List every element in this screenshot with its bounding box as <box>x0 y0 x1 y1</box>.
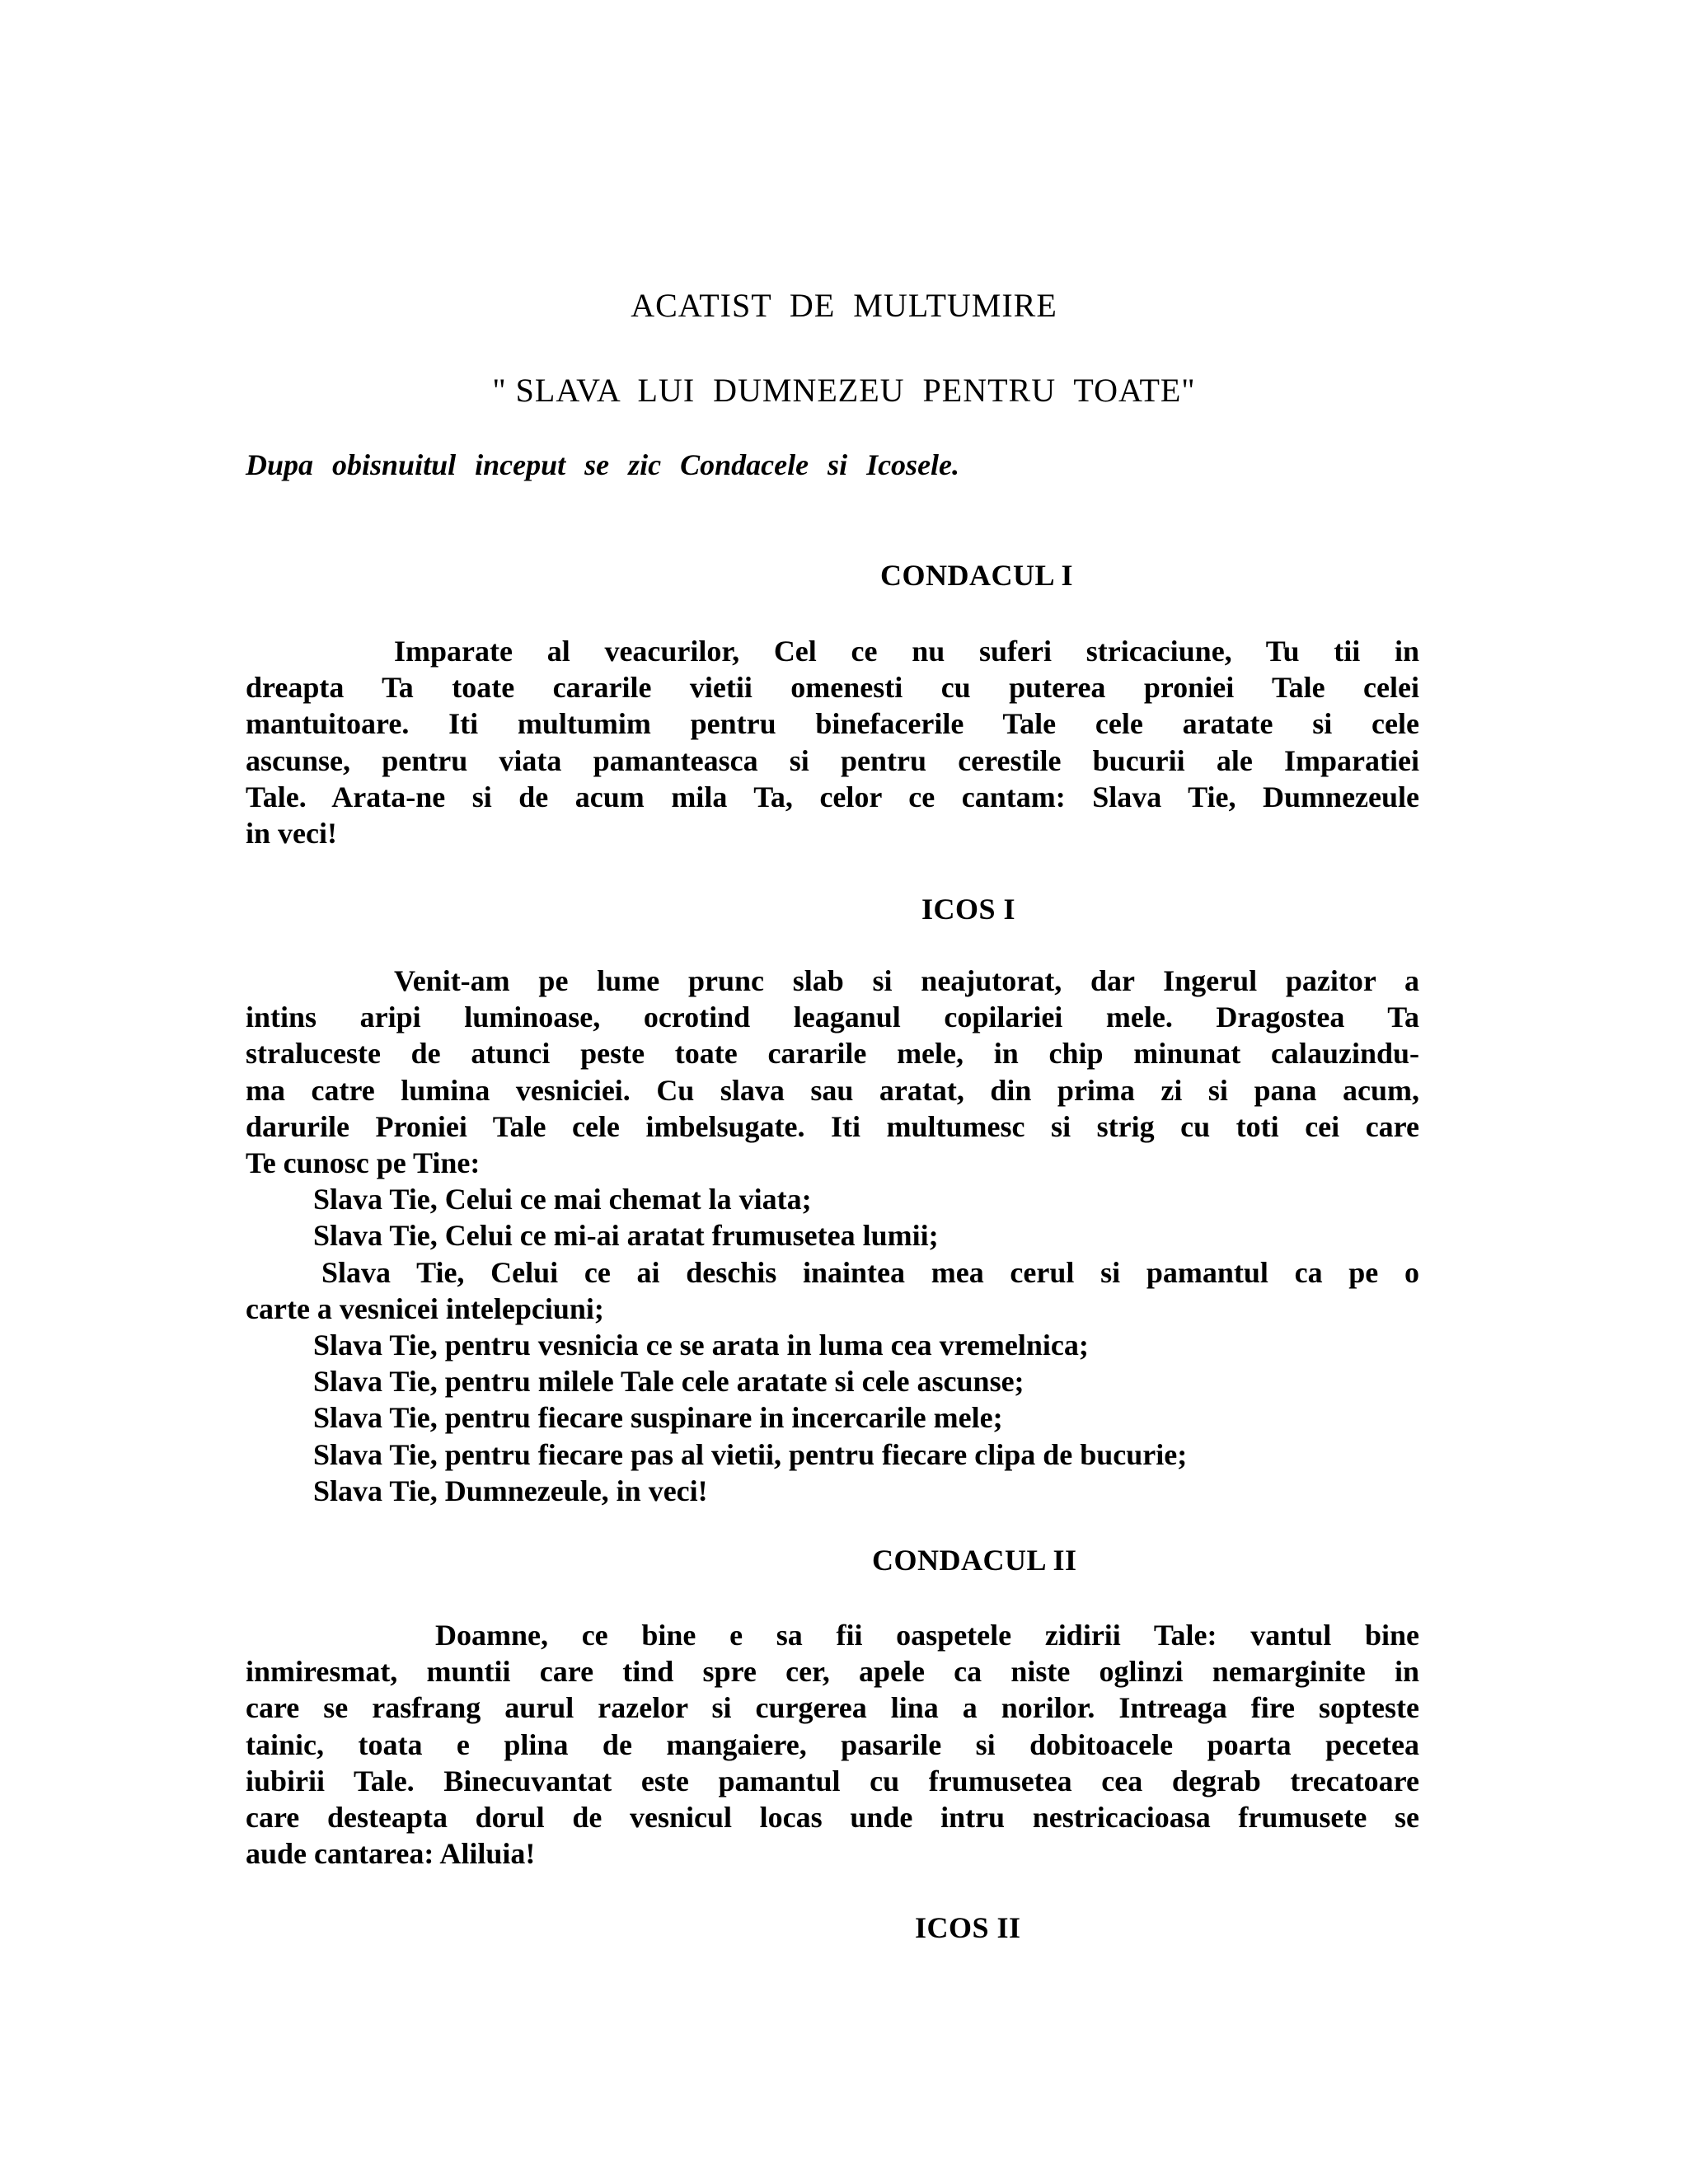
text-line: darurile Proniei Tale cele imbelsugate. Iti multumesc si strig cu toti cei care <box>246 1109 1419 1143</box>
instruction-text: Dupa obisnuitul inceput se zic Condacele si Icosele. <box>246 448 960 481</box>
heading-condacul-2: CONDACUL II <box>872 1544 1077 1577</box>
praise-line: Slava Tie, pentru milele Tale cele aratate si cele ascunse; <box>313 1365 1025 1399</box>
text-line: iubirii Tale. Binecuvantat este pamantul cu frumusetea cea degrab trecatoare <box>246 1764 1419 1797</box>
text-line: dreapta Ta toate cararile vietii omenesti cu puterea proniei Tale celei <box>246 671 1419 705</box>
text-line: Imparate al veacurilor, Cel ce nu suferi stricaciune, Tu tii in <box>394 635 1419 668</box>
praise-line: Slava Tie, Celui ce mi-ai aratat frumusetea lumii; <box>313 1219 939 1253</box>
text-line: care se rasfrang aurul razelor si curgerea lina a norilor. Intreaga fire sopteste <box>246 1691 1419 1725</box>
paragraph-condacul-1 <box>246 633 1419 851</box>
text-line: ma catre lumina vesniciei. Cu slava sau aratat, din prima zi si pana acum, <box>246 1073 1419 1107</box>
text-line: in veci! <box>246 817 337 851</box>
praise-line: Slava Tie, pentru fiecare pas al vietii, pentru fiecare clipa de bucurie; <box>313 1437 1188 1471</box>
heading-icos-1: ICOS I <box>921 893 1016 926</box>
text-line: tainic, toata e plina de mangaiere, pasarile si dobitoacele poarta pecetea <box>246 1727 1419 1761</box>
text-line: care desteapta dorul de vesnicul locas unde intru nestricacioasa frumusete se <box>246 1801 1419 1835</box>
document-subtitle: " SLAVA LUI DUMNEZEU PENTRU TOATE" <box>492 372 1196 409</box>
praise-line: Slava Tie, Celui ce ai deschis inaintea mea cerul si pamantul ca pe o <box>321 1255 1419 1289</box>
praise-line: Slava Tie, Celui ce mai chemat la viata; <box>313 1183 812 1216</box>
text-line: Tale. Arata-ne si de acum mila Ta, celor ce cantam: Slava Tie, Dumnezeule <box>246 780 1419 813</box>
praise-line: carte a vesnicei intelepciuni; <box>246 1291 604 1325</box>
text-line: Te cunosc pe Tine: <box>246 1146 481 1180</box>
text-line: inmiresmat, muntii care tind spre cer, apele ca niste oglinzi nemarginite in <box>246 1655 1419 1689</box>
heading-condacul-1: CONDACUL I <box>880 559 1074 592</box>
praise-line: Slava Tie, Dumnezeule, in veci! <box>313 1474 708 1507</box>
text-line: aude cantarea: Aliluia! <box>246 1837 536 1871</box>
heading-icos-2: ICOS II <box>915 1911 1021 1944</box>
praise-line: Slava Tie, pentru fiecare suspinare in incercarile mele; <box>313 1401 1003 1435</box>
document-title: ACATIST DE MULTUMIRE <box>631 287 1057 324</box>
text-line: ascunse, pentru viata pamanteasca si pentru cerestile bucurii ale Imparatiei <box>246 743 1419 777</box>
paragraph-icos-1 <box>246 963 1419 1509</box>
text-line: intins aripi luminoase, ocrotind leaganul copilariei mele. Dragostea Ta <box>246 1001 1419 1034</box>
paragraph-condacul-2 <box>246 1617 1419 1872</box>
text-line: Venit-am pe lume prunc slab si neajutorat, dar Ingerul pazitor a <box>394 964 1419 997</box>
text-line: mantuitoare. Iti multumim pentru binefacerile Tale cele aratate si cele <box>246 707 1419 741</box>
text-line: Doamne, ce bine e sa fii oaspetele zidirii Tale: vantul bine <box>435 1619 1419 1652</box>
praise-line: Slava Tie, pentru vesnicia ce se arata in luma cea vremelnica; <box>313 1329 1089 1362</box>
text-line: straluceste de atunci peste toate cararile mele, in chip minunat calauzindu- <box>246 1037 1419 1071</box>
